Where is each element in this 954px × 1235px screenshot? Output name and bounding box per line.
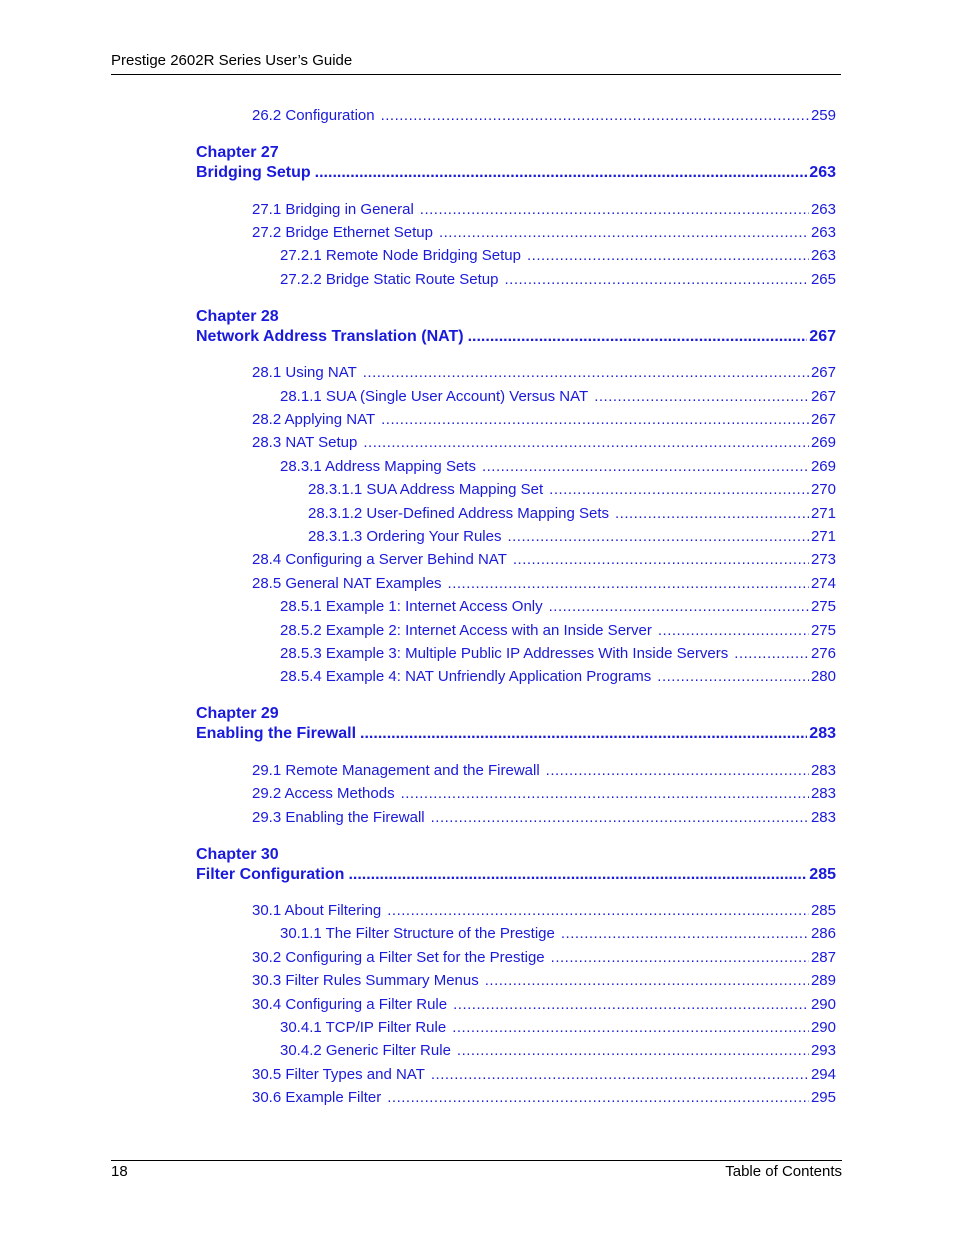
toc-entry-page: 293 [810,1042,836,1059]
toc-entry-title: 30.1 About Filtering [252,902,382,919]
toc-entry-title: 27.2.2 Bridge Static Route Setup [280,271,499,288]
toc-entry-page: 283 [810,762,836,779]
toc-entry-title: 30.3 Filter Rules Summary Menus [252,972,479,989]
page-header [111,52,841,75]
toc-entry-page: 267 [810,364,836,381]
toc-entry-30-4-2[interactable] [280,1042,836,1061]
chapter-30-title-row[interactable] [196,866,836,884]
toc-entry-28-5-4[interactable] [280,668,836,687]
chapter-27-title-row[interactable] [196,164,836,182]
toc-entry-page: 267 [810,411,836,428]
toc-entry-26-2[interactable] [252,107,836,126]
toc-entry-title: 29.1 Remote Management and the Firewall [252,762,540,779]
toc-entry-30-1[interactable] [252,902,836,921]
toc-entry-28-1-1[interactable] [280,388,836,407]
toc-entry-title: 26.2 Configuration [252,107,375,124]
chapter-title: Enabling the Firewall [196,725,357,742]
toc-entry-title: 30.4 Configuring a Filter Rule [252,996,448,1013]
toc-entry-title: 28.4 Configuring a Server Behind NAT [252,551,507,568]
page-footer [111,1160,842,1185]
chapter-page: 285 [809,866,836,883]
chapter-title: Filter Configuration [196,866,345,883]
toc-entry-29-3[interactable] [252,809,836,828]
toc-entry-title: 28.5.2 Example 2: Internet Access with an Inside Server [280,622,652,639]
toc-entry-28-3-1-3[interactable] [308,528,836,547]
toc-entry-page: 276 [810,645,836,662]
toc-entry-title: 28.3.1.3 Ordering Your Rules [308,528,502,545]
toc-entry-page: 269 [810,458,836,475]
toc-entry-page: 275 [810,622,836,639]
toc-entry-page: 294 [810,1066,836,1083]
toc-entry-page: 290 [810,1019,836,1036]
toc-entry-30-4[interactable] [252,996,836,1015]
toc-entry-28-5-1[interactable] [280,598,836,617]
toc-entry-title: 28.5.1 Example 1: Internet Access Only [280,598,543,615]
toc-entry-page: 267 [810,388,836,405]
toc-entry-30-1-1[interactable] [280,925,836,944]
toc-entry-page: 287 [810,949,836,966]
toc-entry-27-2-1[interactable] [280,247,836,266]
toc-entry-page: 263 [810,201,836,218]
chapter-title: Network Address Translation (NAT) [196,328,464,345]
toc-entry-page: 269 [810,434,836,451]
toc-entry-28-5-3[interactable] [280,645,836,664]
toc-entry-title: 27.2.1 Remote Node Bridging Setup [280,247,521,264]
chapter-28-label[interactable]: Chapter 28 [196,308,279,325]
toc-entry-27-1[interactable] [252,201,836,220]
chapter-page: 267 [809,328,836,345]
toc-entry-28-1[interactable] [252,364,836,383]
toc-entry-30-4-1[interactable] [280,1019,836,1038]
toc-entry-page: 263 [810,224,836,241]
toc-entry-page: 274 [810,575,836,592]
chapter-27-label[interactable]: Chapter 27 [196,144,279,161]
toc-entry-page: 290 [810,996,836,1013]
toc-entry-title: 27.1 Bridging in General [252,201,414,218]
toc-entry-page: 285 [810,902,836,919]
toc-entry-title: 27.2 Bridge Ethernet Setup [252,224,433,241]
toc-entry-page: 286 [810,925,836,942]
toc-entry-28-4[interactable] [252,551,836,570]
toc-entry-28-2[interactable] [252,411,836,430]
toc-entry-page: 271 [810,505,836,522]
toc-entry-29-2[interactable] [252,785,836,804]
toc-entry-title: 28.5.3 Example 3: Multiple Public IP Addresses With Inside Servers [280,645,729,662]
toc-entry-page: 265 [810,271,836,288]
toc-entry-page: 271 [810,528,836,545]
toc-entry-30-6[interactable] [252,1089,836,1108]
toc-entry-30-3[interactable] [252,972,836,991]
toc-entry-page: 283 [810,785,836,802]
toc-entry-title: 30.4.2 Generic Filter Rule [280,1042,451,1059]
toc-entry-28-5-2[interactable] [280,622,836,641]
toc-entry-page: 289 [810,972,836,989]
toc-entry-title: 29.2 Access Methods [252,785,395,802]
toc-entry-28-3[interactable] [252,434,836,453]
toc-entry-28-5[interactable] [252,575,836,594]
toc-entry-page: 280 [810,668,836,685]
toc-entry-page: 263 [810,247,836,264]
toc-entry-title: 30.6 Example Filter [252,1089,382,1106]
toc-entry-title: 29.3 Enabling the Firewall [252,809,425,826]
toc-entry-title: 30.5 Filter Types and NAT [252,1066,425,1083]
chapter-title: Bridging Setup [196,164,311,181]
toc-entry-page: 273 [810,551,836,568]
toc-entry-title: 30.2 Configuring a Filter Set for the Prestige [252,949,545,966]
document-title: Prestige 2602R Series User’s Guide [111,52,353,69]
toc-entry-title: 28.3 NAT Setup [252,434,358,451]
toc-entry-28-3-1-1[interactable] [308,481,836,500]
toc-entry-27-2-2[interactable] [280,271,836,290]
toc-entry-title: 30.1.1 The Filter Structure of the Prestige [280,925,555,942]
chapter-page: 283 [809,725,836,742]
toc-entry-27-2[interactable] [252,224,836,243]
toc-entry-30-5[interactable] [252,1066,836,1085]
toc-entry-page: 259 [810,107,836,124]
chapter-28-title-row[interactable] [196,328,836,346]
page-number: 18 [111,1163,128,1180]
toc-entry-title: 30.4.1 TCP/IP Filter Rule [280,1019,447,1036]
toc-entry-page: 295 [810,1089,836,1106]
toc-entry-30-2[interactable] [252,949,836,968]
toc-entry-title: 28.5.4 Example 4: NAT Unfriendly Application Programs [280,668,652,685]
chapter-30-label[interactable]: Chapter 30 [196,846,279,863]
toc-entry-28-3-1-2[interactable] [308,505,836,524]
toc-entry-title: 28.3.1.2 User-Defined Address Mapping Sets [308,505,610,522]
toc-entry-title: 28.1 Using NAT [252,364,357,381]
toc-entry-title: 28.3.1 Address Mapping Sets [280,458,476,475]
chapter-29-label[interactable]: Chapter 29 [196,705,279,722]
section-name: Table of Contents [725,1163,842,1180]
chapter-page: 263 [809,164,836,181]
chapter-29-title-row[interactable] [196,725,836,743]
toc-entry-page: 270 [810,481,836,498]
toc-entry-page: 283 [810,809,836,826]
toc-entry-29-1[interactable] [252,762,836,781]
toc-entry-page: 275 [810,598,836,615]
toc-entry-28-3-1[interactable] [280,458,836,477]
toc-entry-title: 28.3.1.1 SUA Address Mapping Set [308,481,544,498]
toc-entry-title: 28.2 Applying NAT [252,411,376,428]
toc-entry-title: 28.5 General NAT Examples [252,575,442,592]
toc-entry-title: 28.1.1 SUA (Single User Account) Versus NAT [280,388,589,405]
